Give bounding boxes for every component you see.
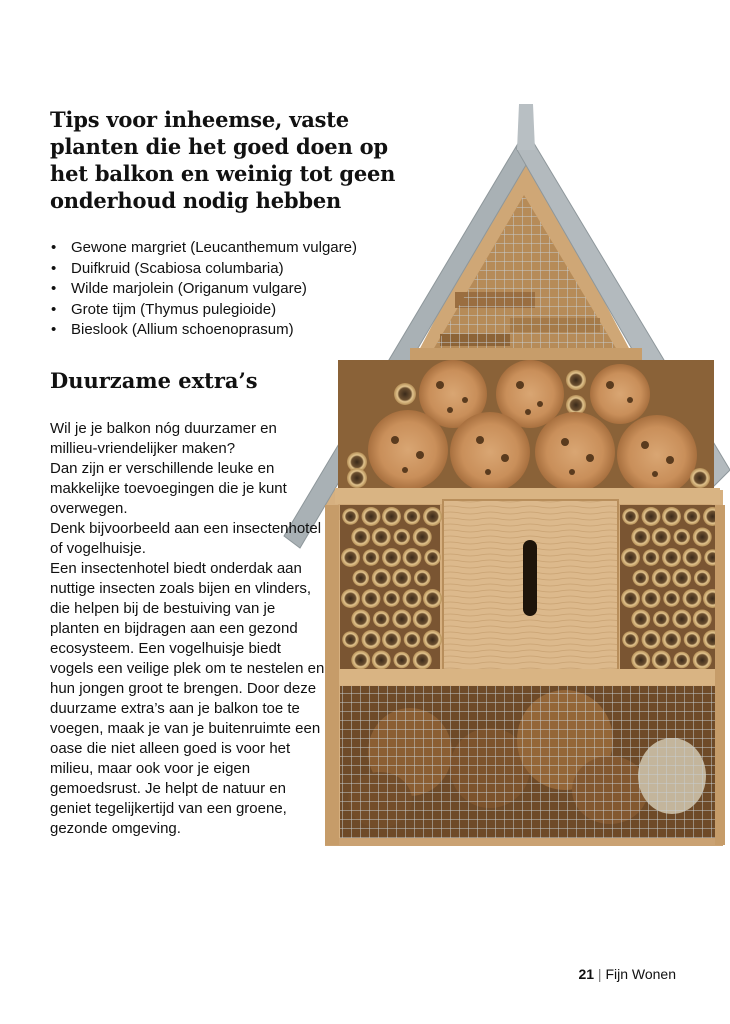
bamboo-tube <box>643 549 660 566</box>
bamboo-tube <box>403 589 422 608</box>
bamboo-tube <box>423 589 442 608</box>
bamboo-tube <box>423 630 442 649</box>
bamboo-tube <box>621 548 640 567</box>
bamboo-tube <box>404 631 421 648</box>
paragraph: Een insectenhotel biedt onderdak aan nuttige insecten zoals bijen en vlinders, die helpen bij de bestuiving van je planten en bijdragen aan een gezond ecosysteem. Een vogelhuisje biedt vogels een veilige plek om te nestelen en hun jongen groot te brengen. Door deze duurzame extra’s aan je balkon toe te voegen, maak je van je buitenruimte een oase die niet alleen goed is voor het milieu, maar ook voor je eigen gemoedsrust. Je helpt de natuur en geniet tegelijkertijd van een groene, gezonde omgeving. <box>50 559 325 837</box>
body-text <box>50 419 325 839</box>
bamboo-tube <box>404 508 421 525</box>
bamboo-tube <box>693 528 712 547</box>
list-item: • Gewone margriet (Leucanthemum vulgare) <box>50 238 400 259</box>
bamboo-tube <box>683 548 702 567</box>
bamboo-tube <box>642 507 661 526</box>
magazine-name: Fijn Wonen <box>605 966 676 982</box>
bamboo-tube <box>653 611 670 628</box>
bamboo-tube <box>672 610 691 629</box>
bamboo-tube <box>662 507 681 526</box>
bamboo-tube <box>424 549 441 566</box>
page-number: 21 <box>578 966 595 982</box>
bamboo-tube <box>413 651 432 670</box>
bamboo-tube <box>642 589 661 608</box>
door-slot <box>523 540 537 616</box>
base-plank <box>325 838 723 846</box>
footer-separator: | <box>597 966 602 982</box>
bamboo-tube <box>694 570 711 587</box>
bamboo-tube <box>622 508 639 525</box>
section-heading: Duurzame extra’s <box>50 367 258 393</box>
bamboo-tube <box>413 528 432 547</box>
list-item: • Wilde marjolein (Origanum vulgare) <box>50 279 400 300</box>
roof-ridge <box>517 104 535 150</box>
paragraph: Denk bijvoorbeeld aan een insectenhotel of vogelhuisje. <box>50 519 322 557</box>
upper-shelf <box>410 348 642 360</box>
bamboo-tube <box>631 528 650 547</box>
bamboo-tube <box>684 508 701 525</box>
bamboo-tube <box>403 548 422 567</box>
page-title: Tips voor inheemse, vaste planten die het goed doen op het balkon en weinig tot geen onderhoud nodig hebben <box>50 107 396 213</box>
bamboo-tube <box>652 528 671 547</box>
bamboo-tube <box>662 630 681 649</box>
bamboo-tube <box>652 651 671 670</box>
log-row-upper <box>394 360 650 428</box>
plant-tips-list <box>50 238 400 341</box>
bamboo-tube <box>662 548 681 567</box>
bamboo-tube <box>632 570 649 587</box>
text-column <box>50 106 400 839</box>
bamboo-tube <box>684 631 701 648</box>
bamboo-tube <box>621 589 640 608</box>
page-footer <box>578 966 676 982</box>
list-item: • Grote tijm (Thymus pulegioide) <box>50 300 400 321</box>
bamboo-tube <box>631 651 650 670</box>
list-item: • Bieslook (Allium schoenoprasum) <box>50 320 400 341</box>
bamboo-tube <box>414 570 431 587</box>
bamboo-tube <box>642 630 661 649</box>
bamboo-tube <box>652 569 671 588</box>
bamboo-tube <box>673 652 690 669</box>
bamboo-tube <box>622 631 639 648</box>
paragraph: Wil je je balkon nóg duurzamer en millieu-vriendelijker maken? <box>50 419 277 457</box>
bamboo-tube <box>663 590 680 607</box>
bamboo-tube <box>672 569 691 588</box>
bamboo-tube <box>683 589 702 608</box>
bamboo-tube <box>413 610 432 629</box>
bamboo-tube <box>693 610 712 629</box>
list-item: • Duifkruid (Scabiosa columbaria) <box>50 259 400 280</box>
bamboo-tube <box>673 529 690 546</box>
paragraph: Dan zijn er verschillende leuke en makkelijke toevoegingen die je kunt overwegen. <box>50 459 287 517</box>
bamboo-tube <box>631 610 650 629</box>
bamboo-tube <box>693 651 712 670</box>
bamboo-tube <box>423 507 442 526</box>
